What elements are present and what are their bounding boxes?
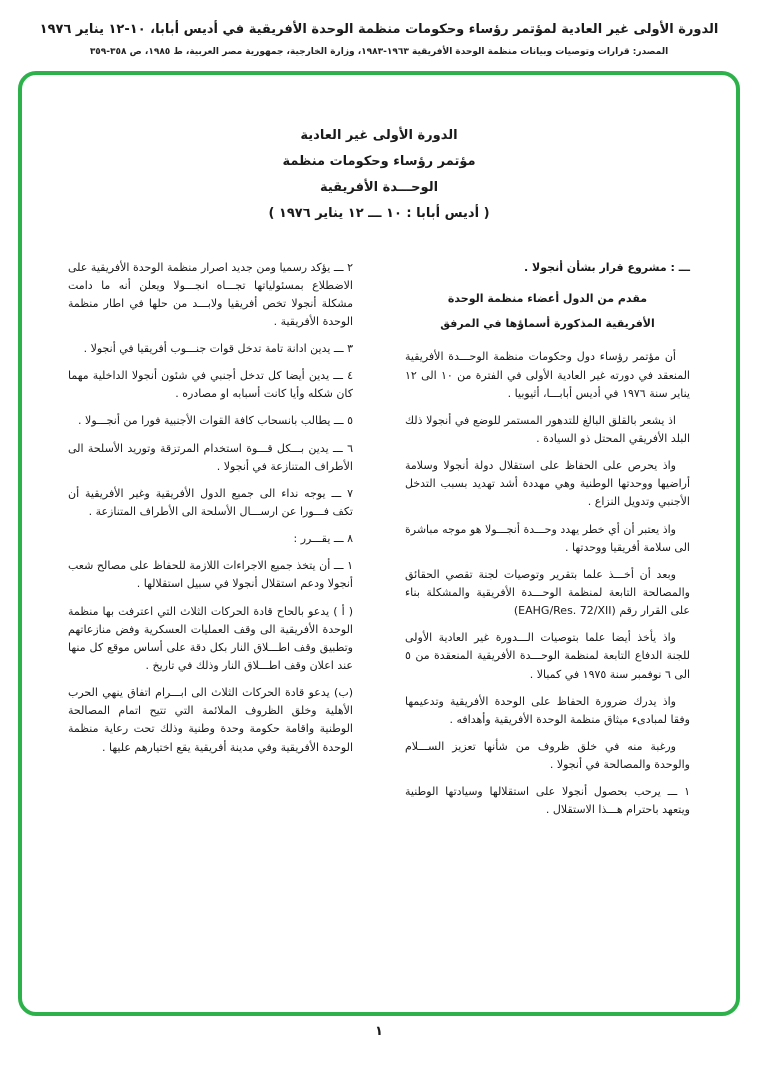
document-frame [18, 71, 740, 1016]
page-number: ١ [375, 1023, 383, 1039]
paragraph: واذ يعتبر أن أي خطر يهدد وحـــدة أنجـــولا هو موجه مباشرة الى سلامة أفريقيا ووحدتها . [405, 522, 690, 554]
paragraph: أن مؤتمر رؤساء دول وحكومات منظمة الوحـــدة الأفريقية المنعقد في دورته غير العادية الأولى في الفترة من ١٠ الى ١٢ يناير سنة ١٩٧٦ في أديس أبابـــا، أثيوبيا . [405, 350, 690, 400]
paragraph: ١ ـــ يرحب بحصول أنجولا على استقلالها وسيادتها الوطنية ويتعهد باحترام هـــذا الاستقلال . [405, 785, 690, 817]
paragraph: واذ يدرك ضرورة الحفاظ على الوحدة الأفريقية وتدعيمها وفقا لمبادىء ميثاق منظمة الوحدة الأفريقية وأهدافه . [405, 694, 690, 726]
paragraph: وبعد أن أخـــذ علما بتقرير وتوصيات لجنة تقصي الحقائق والمصالحة التابعة لمنظمة الوحـــدة الأفريقية والمشكلة بناء على القرار رقم (EAHG/Res. 72/XII) [405, 567, 690, 618]
paragraph: ٤ ـــ يدين أيضا كل تدخل أجنبي في شئون أنجولا الداخلية مهما كان شكله وأيا كانت أسبابه او مصادره . [68, 369, 353, 401]
title-line-4: ( أديس أبابا : ١٠ ـــ ١٢ يناير ١٩٧٦ ) [268, 205, 490, 221]
paragraph: ٢ ـــ يؤكد رسميا ومن جديد اصرار منظمة الوحدة الأفريقية على الاضطلاع بمسئولياتها تجـــاه انجـــولا ويعلن أنه ما دامت مشكلة أنجولا تخص أفريقيا ولابـــد من حلها في اطار منظمة الوحدة الأفريقية . [68, 260, 353, 328]
title-line-3: الوحـــدة الأفريقية [319, 179, 439, 195]
paragraph: ( أ ) يدعو بالحاح قادة الحركات الثلاث التي اعترفت بها منظمة الوحدة الأفريقية الى وقف العمليات العسكرية وفض منازعاتهم وتطبيق وقف اطـــلاق النار بكل دقة على أساس موقع كل منها عند اعلان وقف اطـــلاق النار وذلك في تاريخ . [68, 604, 353, 673]
title-line-1: الدورة الأولى غير العادية [300, 127, 458, 143]
paragraph: ٣ ـــ يدين ادانة تامة تدخل قوات جنـــوب أفريقيا في أنجولا . [83, 342, 353, 356]
presented-by-line: مقدم من الدول أعضاء منظمة الوحدة [447, 291, 648, 305]
paragraph: (ب) يدعو قادة الحركات الثلاث الى ابـــرام اتفاق ينهي الحرب الأهلية وخلق الظروف الملائمة التي تتيح اتمام المصالحة الوطنية واقامة حكومة وحدة وطنية وذلك تحت رعاية منظمة الوحدة الأفريقية وفي مدينة أفريقية يقع اختيارهم عليها . [68, 686, 353, 754]
resolution-intro: ـــ : مشروع قرار بشأن أنجولا . [524, 260, 690, 274]
paragraph: ٥ ـــ يطالب بانسحاب كافة القوات الأجنبية فورا من أنجـــولا . [78, 414, 353, 428]
paragraph: ٨ ـــ يقـــرر : [293, 532, 353, 546]
column-right [405, 259, 690, 829]
paragraph: ٧ ـــ يوجه نداء الى جميع الدول الأفريقية وغير الأفريقية أن تكف فـــورا عن ارســـال الأسلحة الى الأطراف المتنازعة . [68, 486, 353, 519]
paragraph: اذ يشعر بالقلق البالغ للتدهور المستمر للوضع في أنجولا ذلك البلد الأفريقي المحتل ذو السيادة . [405, 413, 690, 445]
header-source: المصدر: قرارات وتوصيات وبيانات منظمة الوحدة الأفريقية ١٩٦٣-١٩٨٣، وزارة الخارجية، جمهورية مصر العربية، ط ١٩٨٥، ص ٣٥٨-٣٥٩ [89, 46, 669, 57]
page-header [0, 0, 758, 57]
paragraph: ورغبة منه في خلق ظروف من شأنها تعزيز الســـلام والوحدة والمصالحة في أنجولا . [405, 739, 690, 772]
paragraph: واذ يأخذ أيضا علما بتوصيات الـــدورة غير العادية الأولى للجنة الدفاع التابعة لمنظمة الوحـــدة الأفريقية المنعقدة من ٥ الى ٦ نوفمبر سنة ١٩٧٥ في كمبالا . [405, 631, 690, 681]
presented-by [405, 289, 690, 335]
column-left [68, 259, 353, 829]
resolution-columns [62, 259, 696, 829]
header-title: الدورة الأولى غير العادية لمؤتمر رؤساء وحكومات منظمة الوحدة الأفريقية في أديس أبابا، ١٠-١٢ يناير ١٩٧٦ [39, 22, 719, 37]
document-title [62, 123, 696, 227]
presented-by-line: الأفريقية المذكورة أسماؤها في المرفق [440, 316, 655, 330]
paragraph: ١ ـــ أن يتخذ جميع الاجراءات اللازمة للحفاظ على مصالح شعب أنجولا ودعم استقلال أنجولا في سبيل استقلالها . [68, 559, 353, 591]
paragraph: ٦ ـــ يدين بـــكل قـــوة استخدام المرتزقة وتوريد الأسلحة الى الأطراف المتنازعة في أنجولا . [68, 441, 353, 473]
title-line-2: مؤتمر رؤساء وحكومات منظمة [282, 153, 476, 169]
paragraph: واذ يحرص على الحفاظ على استقلال دولة أنجولا وسلامة أراضيها ووحدتها الوطنية وهي مهددة أشد تهديد بسبب التدخل الأجنبي وتدويل النزاع . [405, 459, 690, 509]
